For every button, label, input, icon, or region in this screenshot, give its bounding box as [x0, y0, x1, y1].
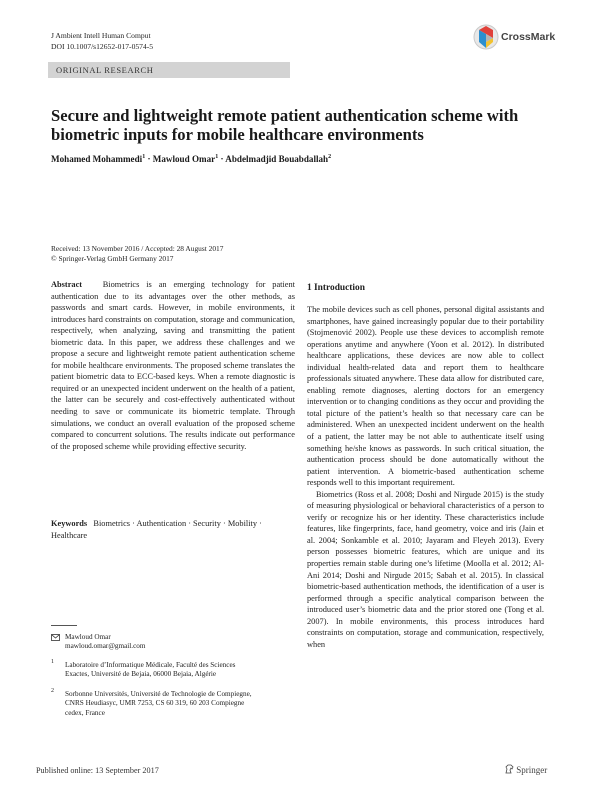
- article-dates: [51, 244, 223, 263]
- author-affiliation-mark: 2: [328, 154, 332, 160]
- crossmark-logo[interactable]: [473, 24, 557, 50]
- affiliation-number: 1: [51, 659, 54, 665]
- journal-name: J Ambient Intell Human Comput: [51, 31, 151, 40]
- keywords-heading: Keywords: [51, 519, 88, 528]
- author-name[interactable]: Mawloud Omar: [152, 154, 216, 165]
- intro-paragraph: Biometrics (Ross et al. 2008; Doshi and Nirgude 2015) is the study of measuring physiological or behavioral characteristics of a person to verify or recognize his or her identity. These characteristics include features, like fingerprints, face, hand geometry, voice and iris (Jain et al. 2004; Sonkamble et al. 2010; Jayaram and Fleyeh 2013). Every person possesses biometric features, which are unique and its properties remain stable during one’s lifetime (Moolla et al. 2012; Al-Ani 2014; Doshi and Nirgude 2015; Sabah et al. 2015). In classical biometric-based authentication methods, the identification of a user is performed through a specific analytical comparison between the introduced user’s biometric data and the prior stored one (Tong et al. 2007). In mobile environments, this process introduces hard constraints on computation, storage and communication, respectively, when: [307, 489, 544, 649]
- affiliation-2: [51, 690, 256, 718]
- affiliation-text: Laboratoire d’Informatique Médicale, Faculté des Sciences Exactes, Université de Bejaia, 06000 Bejaia, Algérie: [65, 661, 236, 679]
- envelope-icon: [51, 634, 60, 644]
- crossmark-label: CrossMark: [501, 31, 556, 43]
- abstract-heading: Abstract: [51, 280, 83, 289]
- author-separator: ·: [145, 154, 153, 165]
- abstract: [51, 279, 295, 452]
- article-type-label: ORIGINAL RESEARCH: [48, 62, 290, 78]
- author-affiliation-mark: 1: [142, 154, 146, 160]
- footnote-rule: [51, 625, 77, 626]
- abstract-text: Biometrics is an emerging technology for patient authentication due to its advantages over the other methods, as passwords and smart cards. However, in mobile environments, it introduces hard constraints on computation, storage and communication, respectively, when analyzing, saving and transmitting the patient biometric data. In this paper, we address these challenges and we propose a secure and lightweight remote patient authentication scheme for mobile healthcare environments. The proposed scheme translates the patient biometric data to ECC-based keys. When a remote diagnostic is required or an unexpected incident underwent on the health of a patient, the latter can be securely and cost-effectively authenticated without needing to save or communicate its biometric template. Through simulations, we conduct an overall evaluation of the proposed scheme compared to concurrent solutions. The results indicate out performance of the proposed scheme while providing effective security.: [51, 280, 295, 451]
- springer-wordmark: Springer: [516, 765, 548, 775]
- keywords: [51, 518, 295, 541]
- affiliation-number: 2: [51, 688, 54, 694]
- copyright-line: © Springer-Verlag GmbH Germany 2017: [51, 253, 174, 263]
- affiliation-1: [51, 661, 261, 680]
- springer-logo: [505, 764, 547, 775]
- published-online: Published online: 13 September 2017: [36, 766, 159, 775]
- keywords-list: Biometrics · Authentication · Security · Mobility · Healthcare: [51, 519, 262, 540]
- corresponding-author-name: Mawloud Omar: [65, 633, 111, 641]
- author-name[interactable]: Abdelmadjid Bouabdallah: [225, 154, 329, 165]
- received-accepted-dates: Received: 13 November 2016 / Accepted: 28 August 2017: [51, 244, 224, 253]
- introduction-body: [307, 304, 544, 650]
- author-name[interactable]: Mohamed Mohammedi: [51, 154, 143, 165]
- correspondence: [51, 633, 145, 652]
- author-affiliation-mark: 1: [215, 154, 219, 160]
- paper-title: Secure and lightweight remote patient authentication scheme with biometric inputs for mobile healthcare environments: [51, 106, 519, 144]
- doi: DOI 10.1007/s12652-017-0574-5: [51, 42, 154, 51]
- springer-horse-icon: [505, 764, 514, 774]
- corresponding-author-email[interactable]: mawloud.omar@gmail.com: [65, 642, 146, 651]
- affiliation-text: Sorbonne Universités, Université de Technologie de Compiegne, CNRS Heudiasyc, UMR 7253, CS 60 319, 60 203 Compiegne cedex, France: [65, 690, 252, 717]
- author-list: [51, 154, 331, 164]
- intro-paragraph: The mobile devices such as cell phones, personal digital assistants and smartphones, have gained increasingly popular due to their portability (Stojmenović 2002). People use these devices to accomplish remote operations anytime and anywhere (Yoon et al. 2012). In distributed healthcare applications, these devices are now able to collect individual health-related data and report them to healthcare professionals situated anywhere. These data allow for distributed care, enabling remote diagnoses, alerting doctors for an emergency intervention or to changing conditions as they occur and providing the total picture of the patient’s health so that necessary care can be administered. When an unexpected incident underwent on the health of a patient, the latter may be not able to authenticate itself using something he/she knows as passwords. In such critical situation, the authentication process should be done automatically without the patient intervention. A biometric-based authentication scheme responds well to this important requirement.: [307, 305, 544, 488]
- author-separator: ·: [218, 154, 226, 165]
- section-heading-introduction: 1 Introduction: [307, 283, 365, 293]
